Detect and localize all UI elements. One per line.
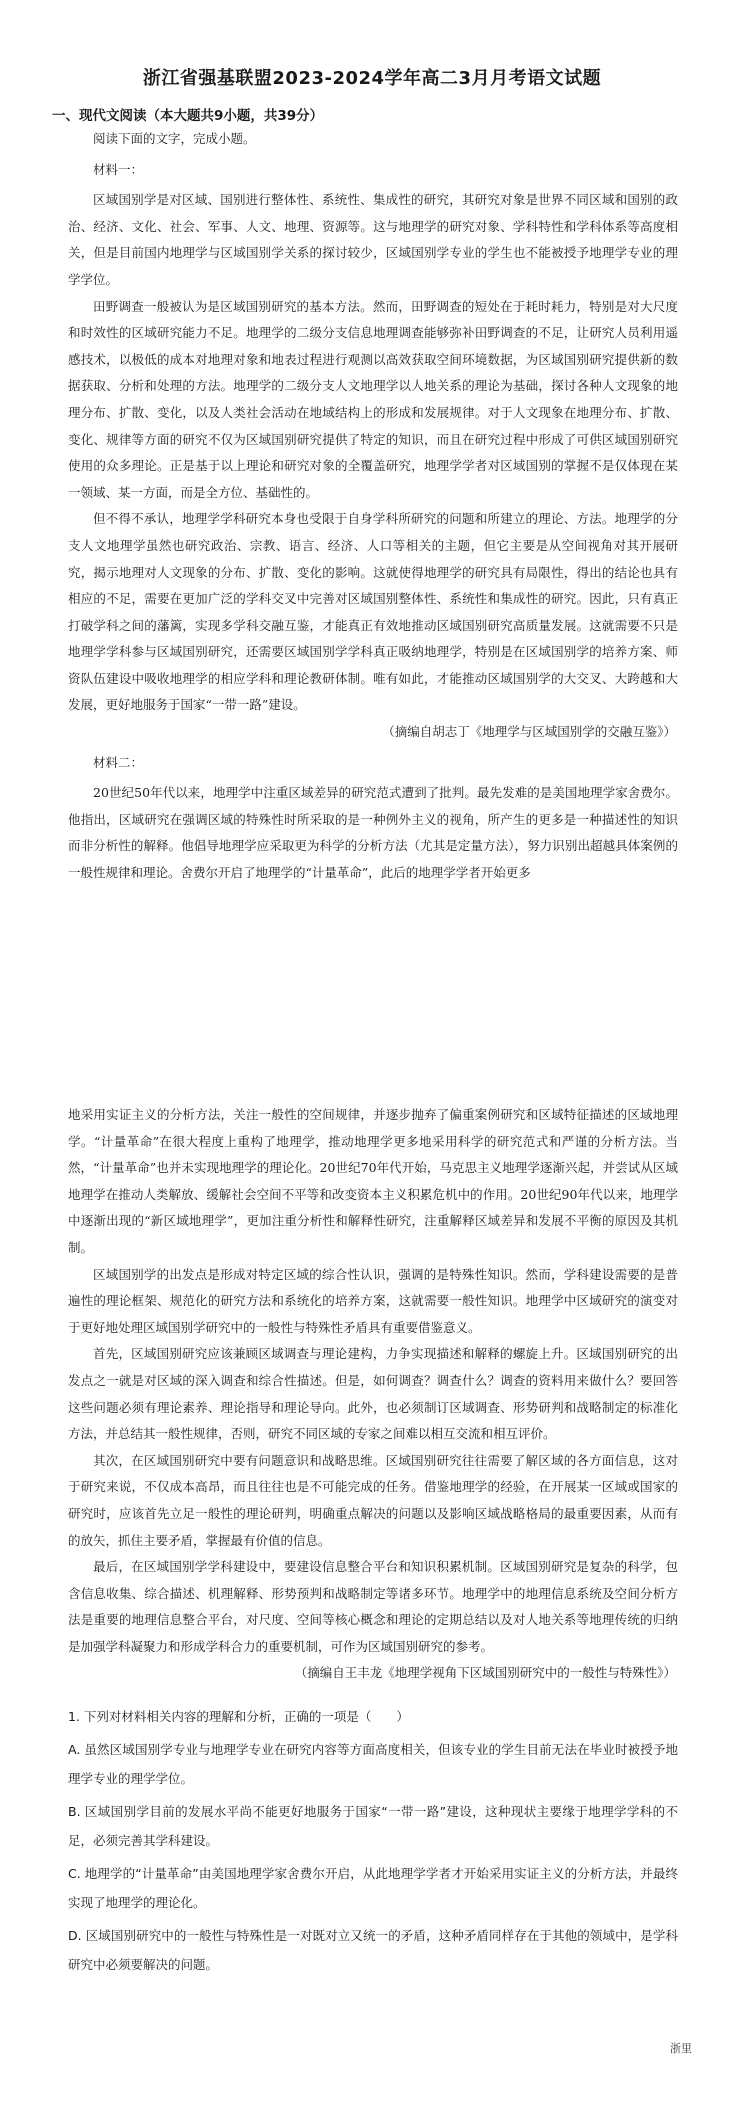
question-stem: 1. 下列对材料相关内容的理解和分析，正确的一项是（ ） <box>68 1709 409 1724</box>
material2-paragraph-continued: 地采用实证主义的分析方法，关注一般性的空间规律，并逐步抛弃了偏重案例研究和区域特征描述的区域地理学。“计量革命”在很大程度上重构了地理学，推动地理学更多地采用科学的研究范式和严谨的分析方法。当然，“计量革命”也并未实现地理学的理论化。20世纪70年代开始，马克思主义地理学逐渐兴起，并尝试从区域地理学在推动人类解放、缓解社会空间不平等和改变资本主义积累危机中的作用。20世纪90年代以来，地理学中逐渐出现的“新区域地理学”，更加注重分析性和解释性研究，注重解释区域差异和发展不平衡的原因及其机制。 <box>68 1107 678 1255</box>
material2-paragraph-top: 20世纪50年代以来，地理学中注重区域差异的研究范式遭到了批判。最先发难的是美国地理学家舍费尔。他指出，区域研究在强调区域的特殊性时所采取的是一种例外主义的视角，所产生的更多是一种描述性的知识而非分析性的解释。他倡导地理学应采取更为科学的分析方法（尤其是定量方法），努力识别出超越具体案例的一般性规律和理论。舍费尔开启了地理学的“计量革命”，此后的地理学学者开始更多 <box>68 785 678 881</box>
page-title: 浙江省强基联盟2023-2024学年高二3月月考语文试题 <box>142 68 602 89</box>
question-1 <box>68 1702 678 1979</box>
option-d[interactable]: D. 区域国别研究中的一般性与特殊性是一对既对立又统一的矛盾，这种矛盾同样存在于其他的领域中，是学科研究中必须要解决的问题。 <box>68 1928 678 1972</box>
material1-paragraph: 区域国别学是对区域、国别进行整体性、系统性、集成性的研究，其研究对象是世界不同区域和国别的政治、经济、文化、社会、军事、人文、地理、资源等。这与地理学的研究对象、学科特性和学科体系等高度相关，但是目前国内地理学与区域国别学关系的探讨较少，区域国别学专业的学生也不能被授予地理学专业的理学学位。 <box>68 192 678 287</box>
material2-block <box>68 1102 678 1687</box>
material2-paragraph: 区域国别学的出发点是形成对特定区域的综合性认识，强调的是特殊性知识。然而，学科建设需要的是普遍性的理论框架、规范化的研究方法和系统化的培养方案，这就需要一般性知识。地理学中区域研究的演变对于更好地处理区域国别学研究中的一般性与特殊性矛盾具有重要借鉴意义。 <box>68 1266 678 1335</box>
instruction: 阅读下面的文字，完成小题。 <box>93 131 256 146</box>
material2-paragraph: 其次，在区域国别研究中要有问题意识和战略思维。区域国别研究往往需要了解区域的各方面信息，这对于研究来说，不仅成本高昂，而且往往也是不可能完成的任务。借鉴地理学的经验，在开展某一区域或国家的研究时，应该首先立足一般性的理论研判，明确重点解决的问题以及影响区域战略格局的最重要因素，从而有的放矢，抓住主要矛盾，掌握最有价值的信息。 <box>68 1452 678 1548</box>
material2-paragraph: 最后，在区域国别学学科建设中，要建设信息整合平台和知识积累机制。区域国别研究是复杂的科学，包含信息收集、综合描述、机理解释、形势预判和战略制定等诸多环节。地理学中的地理信息系统及空间分析方法是重要的地理信息整合平台，对尺度、空间等核心概念和理论的定期总结以及对人地关系等地理传统的归纳是加强学科凝聚力和形成学科合力的重要机制，可作为区域国别研究的参考。 <box>68 1559 678 1654</box>
footer-mark: 浙里 <box>670 2042 692 2055</box>
section-heading: 一、现代文阅读（本大题共9小题，共39分） <box>52 108 324 124</box>
material1-paragraph: 田野调查一般被认为是区域国别研究的基本方法。然而，田野调查的短处在于耗时耗力，特别是对大尺度和时效性的区域研究能力不足。地理学的二级分支信息地理调查能够弥补田野调查的不足，让研究人员利用遥感技术，以极低的成本对地理对象和地表过程进行观测以高效获取空间环境数据，为区域国别研究提供新的数据获取、分析和处理的方法。地理学的二级分支人文地理学以人地关系的理论为基础，探讨各种人文现象的地理分布、扩散、变化，以及人类社会活动在地域结构上的形成和发展规律。对于人文现象在地理分布、扩散、变化、规律等方面的研究不仅为区域国别研究提供了特定的知识，而且在研究过程中形成了可供区域国别研究使用的众多理论。正是基于以上理论和研究对象的全覆盖研究，地理学学者对区域国别的掌握不是仅体现在某一领域、某一方面，而是全方位、基础性的。 <box>68 298 678 500</box>
material2-paragraph: 首先，区域国别研究应该兼顾区域调查与理论建构，力争实现描述和解释的螺旋上升。区域国别研究的出发点之一就是对区域的深入调查和综合性描述。但是，如何调查？调查什么？调查的资料用来做什么？要回答这些问题必须有理论素养、理论指导和理论导向。此外，也必须制订区域调查、形势研判和战略制定的标准化方法，并总结其一般性规律，否则，研究不同区域的专家之间难以相互交流和相互评价。 <box>68 1346 678 1442</box>
material1-paragraph: 但不得不承认，地理学学科研究本身也受限于自身学科所研究的问题和所建立的理论、方法。地理学的分支人文地理学虽然也研究政治、宗教、语言、经济、人口等相关的主题，但它主要是从空间视角对其开展研究，揭示地理对人文现象的分布、扩散、变化的影响。这就使得地理学的研究具有局限性，得出的结论也具有相应的不足，需要在更加广泛的学科交叉中完善对区域国别整体性、系统性和集成性的研究。因此，只有真正打破学科之间的藩篱，实现多学科交融互鉴，才能真正有效地推动区域国别研究高质量发展。这就需要不只是地理学学科参与区域国别研究，还需要区域国别学学科真正吸纳地理学，特别是在区域国别学的培养方案、师资队伍建设中吸收地理学的相应学科和理论教研体制。唯有如此，才能推动区域国别学的大交叉、大跨越和大发展，更好地服务于国家“一带一路”建设。 <box>68 511 678 713</box>
material2-source: （摘编自王丰龙《地理学视角下区域国别研究中的一般性与特殊性》） <box>294 1665 676 1681</box>
material1-source: （摘编自胡志丁《地理学与区域国别学的交融互鉴》） <box>382 724 676 740</box>
option-b[interactable]: B. 区域国别学目前的发展水平尚不能更好地服务于国家“一带一路”建设，这种现状主要缘于地理学学科的不足，必须完善其学科建设。 <box>68 1804 678 1848</box>
material1-label: 材料一： <box>93 161 144 177</box>
option-c[interactable]: C. 地理学的“计量革命”由美国地理学家舍费尔开启，从此地理学学者才开始采用实证主义的分析方法，并最终实现了地理学的理论化。 <box>68 1866 678 1910</box>
material2-label: 材料二： <box>93 754 144 770</box>
material1-block <box>68 126 678 887</box>
option-a[interactable]: A. 虽然区域国别学专业与地理学专业在研究内容等方面高度相关，但该专业的学生目前无法在毕业时被授予地理学专业的理学学位。 <box>68 1742 678 1786</box>
